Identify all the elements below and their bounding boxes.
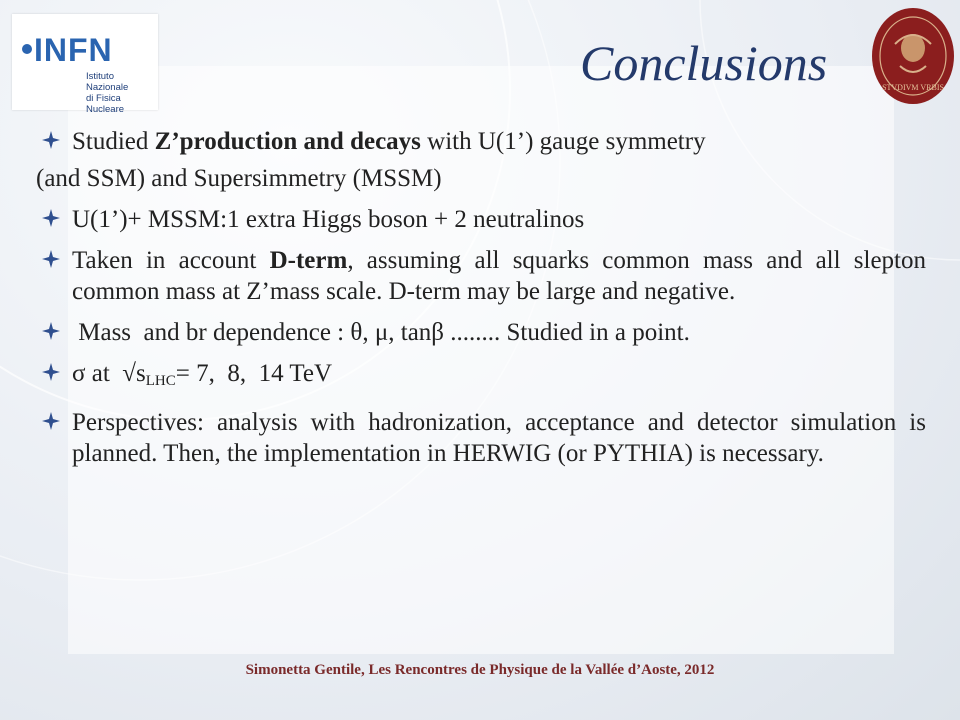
slide-title: Conclusions (580, 35, 828, 91)
emphasis: Z’production and decays (154, 128, 421, 155)
infn-logo (12, 14, 158, 115)
list-item-continuation: (and SSM) and Supersimmetry (MSSM) (36, 165, 442, 192)
list-item: σ at $√s_{LHC}= 7$, 8, 14 TeV (36, 358, 926, 397)
logo-mark: INFN (34, 32, 113, 68)
list-item: Taken in account D-term, assuming all squarks common mass and all slepton common mass at Z’mass scale. D-term may be large and negative. (36, 245, 926, 307)
star-bullet-icon (42, 322, 60, 340)
emphasis: D-term (269, 247, 348, 274)
list-item: Studied Z’production and decays with U(1’) gauge symmetry (36, 126, 926, 157)
star-bullet-icon (42, 412, 60, 430)
svg-text:STVDIVM VRBIS: STVDIVM VRBIS (882, 83, 944, 92)
star-bullet-icon (42, 363, 60, 381)
list-item: Perspectives: analysis with hadronization, acceptance and detector simulation is planned. Then, the implementation in HERWIG (or PYTHIA) is necessary. (36, 407, 926, 469)
list-item: U(1’)+ MSSM:1 extra Higgs boson + 2 neutralinos (36, 204, 926, 235)
star-bullet-icon (42, 250, 60, 268)
logo-line2: di Fisica Nucleare (86, 93, 125, 115)
bullet-list (36, 126, 926, 479)
footer-credit: Simonetta Gentile, Les Rencontres de Physique de la Vallée d’Aoste, 2012 (245, 662, 715, 678)
star-bullet-icon (42, 131, 60, 149)
star-bullet-icon (42, 209, 60, 227)
logo-line1: Istituto Nazionale (86, 71, 129, 93)
list-item: Mass and br dependence : θ, μ, tanβ ........ Studied in a point. (36, 317, 926, 348)
university-seal-icon (870, 6, 956, 106)
logo-dot-icon (22, 44, 32, 54)
logo-subtitle (86, 71, 156, 115)
